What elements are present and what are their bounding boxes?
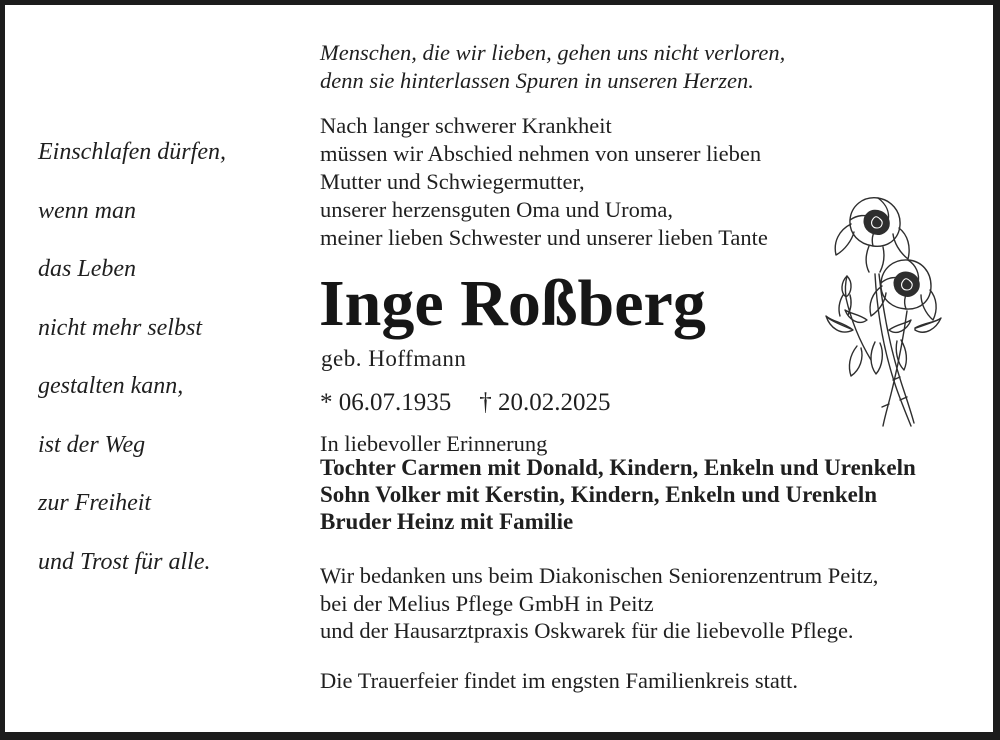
death-date: † 20.02.2025 xyxy=(479,389,611,416)
intro-line: müssen wir Abschied nehmen von unserer lieben xyxy=(320,141,762,166)
intro-line: Nach langer schwerer Krankheit xyxy=(320,113,612,138)
poem-line: nicht mehr selbst xyxy=(38,314,202,341)
deceased-name: Inge Roßberg xyxy=(319,267,706,340)
epigraph xyxy=(320,39,785,95)
epigraph-line: denn sie hinterlassen Spuren in unseren Herzen. xyxy=(320,68,754,93)
poem-line: und Trost für alle. xyxy=(38,548,211,575)
poem-line: wenn man xyxy=(38,197,136,224)
poem-line: gestalten kann, xyxy=(38,373,184,399)
mourners-list xyxy=(320,454,916,535)
intro-paragraph xyxy=(320,112,768,252)
poem-line: Einschlafen dürfen, xyxy=(38,139,226,165)
side-poem xyxy=(38,123,226,591)
intro-line: unserer herzensguten Oma und Uroma, xyxy=(320,197,674,222)
intro-line: Mutter und Schwiegermutter, xyxy=(320,169,585,194)
intro-line: meiner lieben Schwester und unserer lieben Tante xyxy=(320,225,768,250)
thanks-paragraph xyxy=(320,562,878,645)
funeral-note: Die Trauerfeier findet im engsten Familienkreis statt. xyxy=(320,668,799,693)
thanks-line: Wir bedanken uns beim Diakonischen Seniorenzentrum Peitz, xyxy=(320,563,879,588)
maiden-name: geb. Hoffmann xyxy=(321,346,467,371)
poem-line: zur Freiheit xyxy=(38,490,152,516)
life-dates xyxy=(320,390,611,415)
epigraph-line: Menschen, die wir lieben, gehen uns nicht verloren, xyxy=(320,40,786,65)
mourner-line: Tochter Carmen mit Donald, Kindern, Enkeln und Urenkeln xyxy=(320,455,916,480)
poem-line: ist der Weg xyxy=(38,431,146,458)
roses-illustration xyxy=(823,180,943,435)
mourner-line: Sohn Volker mit Kerstin, Kindern, Enkeln und Urenkeln xyxy=(320,482,878,507)
mourner-line: Bruder Heinz mit Familie xyxy=(320,509,574,534)
remembrance-heading: In liebevoller Erinnerung xyxy=(320,431,548,456)
thanks-line: und der Hausarztpraxis Oskwarek für die liebevolle Pflege. xyxy=(320,618,854,643)
poem-line: das Leben xyxy=(38,256,136,282)
birth-date: * 06.07.1935 xyxy=(320,389,452,416)
thanks-line: bei der Melius Pflege GmbH in Peitz xyxy=(320,590,654,616)
